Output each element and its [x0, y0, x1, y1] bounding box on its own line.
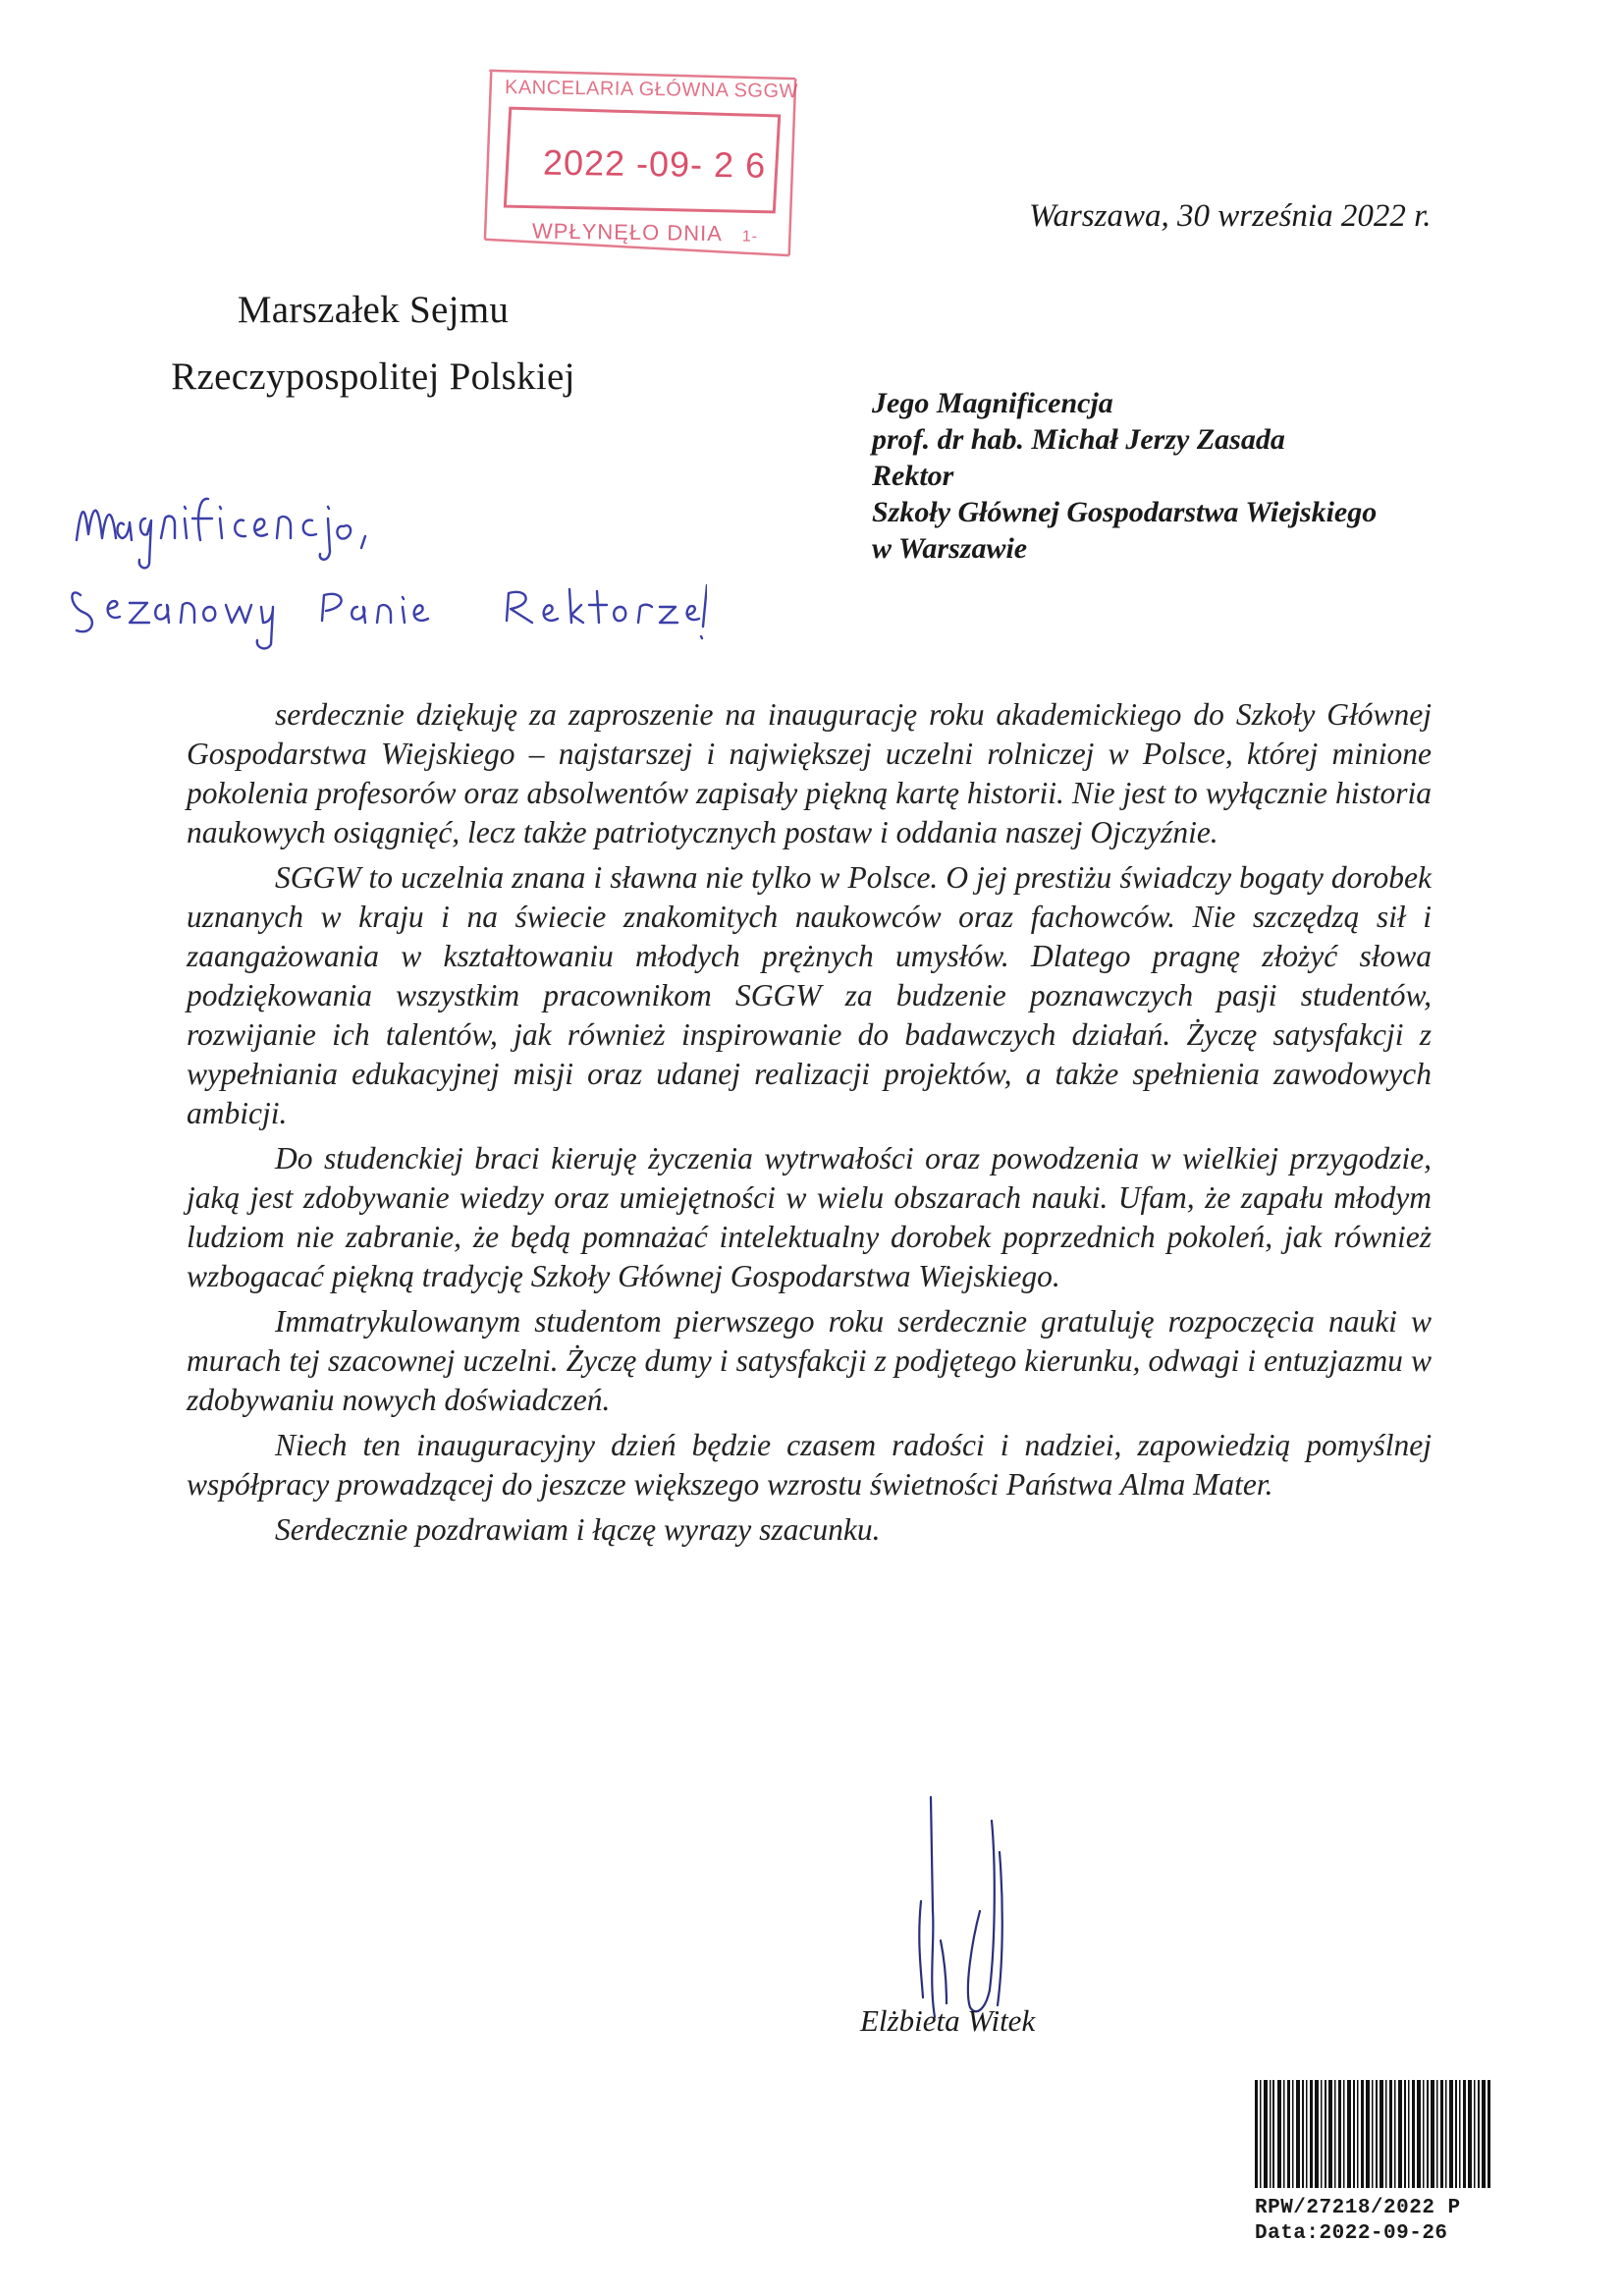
date-line: Warszawa, 30 września 2022 r.: [1029, 198, 1432, 234]
sender-line-2: Rzeczypospolitej Polskiej: [171, 355, 575, 398]
addressee-line-1: Jego Magnificencja: [872, 387, 1113, 419]
body-paragraph-3: Do studenckiej braci kieruję życzenia wytrwałości oraz powodzenia w wielkiej przygodzie, jaką jest zdobywanie wiedzy oraz umiejętności w wielu obszarach nauki. Ufam, że zapału młodym ludziom nie zabranie, że będą pomnażać intelektualny dorobek poprzednich pokoleń, jak również wzbogacać piękną tradycję Szkoły Głównej Gospodarstwa Wiejskiego.: [187, 1141, 1432, 1293]
stamp-received-text: WPŁYNĘŁO DNIA: [531, 218, 722, 246]
body-paragraph-6: Serdecznie pozdrawiam i łączę wyrazy szacunku.: [275, 1512, 881, 1547]
body-paragraph-5: Niech ten inauguracyjny dzień będzie czasem radości i nadziei, zapowiedzią pomyślnej współpracy prowadzącej do jeszcze większego wzrostu świetności Państwa Alma Mater.: [187, 1428, 1432, 1502]
body-paragraph-4: Immatrykulowanym studentom pierwszego roku serdecznie gratuluję rozpoczęcia nauki w murach tej szacownej uczelni. Życzę dumy i satysfakcji z podjętego kierunku, odwagi i entuzjazmu w zdobywaniu nowych doświadczeń.: [187, 1304, 1432, 1417]
addressee-line-3: Rektor: [872, 460, 954, 492]
barcode-caption: [1255, 2196, 1461, 2247]
stamp-suffix: 1-: [741, 228, 759, 246]
addressee-line-4: Szkoły Głównej Gospodarstwa Wiejskiego: [872, 496, 1378, 528]
signature-name: Elżbieta Witek: [860, 2003, 1036, 2038]
addressee-block: [872, 385, 1377, 567]
barcode-icon: [1255, 2080, 1490, 2188]
addressee-line-5: w Warszawie: [872, 532, 1028, 565]
body-paragraph-2: SGGW to uczelnia znana i sławna nie tylko w Polsce. O jej prestiżu świadczy bogaty dorobek uznanych w kraju i na świecie znakomitych naukowców oraz fachowców. Nie szczędzą sił i zaangażowania w kształtowaniu młodych prężnych umysłów. Dlatego pragnę złożyć słowa podziękowania wszystkim pracownikom SGGW za budzenie poznawczych pasji studentów, rozwijanie ich talentów, jak również inspirowanie do badawczych działań. Życzę satysfakcji z wypełniania edukacyjnej misji oraz udanej realizacji projektów, a także spełnienia zawodowych ambicji.: [187, 860, 1432, 1130]
addressee-line-2: prof. dr hab. Michał Jerzy Zasada: [872, 423, 1285, 456]
letter-body: [187, 695, 1432, 1556]
stamp-date: 2022 -09- 2 6: [542, 141, 767, 186]
sender-header: [118, 277, 628, 410]
sender-line-1: Marszałek Sejmu: [237, 289, 510, 331]
received-stamp: [483, 65, 800, 261]
stamp-received-label: [532, 218, 758, 246]
body-paragraph-1: serdecznie dziękuję za zaproszenie na inaugurację roku akademickiego do Szkoły Głównej Gospodarstwa Wiejskiego – najstarszej i największej uczelni rolniczej w Polsce, której minione pokolenia profesorów oraz absolwentów zapisały piękną kartę historii. Nie jest to wyłącznie historia naukowych osiągnięć, lecz także patriotycznych postaw i oddania naszej Ojczyźnie.: [187, 697, 1432, 849]
stamp-office: KANCELARIA GŁÓWNA SGGW: [504, 77, 799, 103]
barcode-ref: RPW/27218/2022 P: [1255, 2197, 1461, 2219]
handwritten-greeting: [59, 469, 707, 666]
barcode-date: Data:2022-09-26: [1255, 2222, 1448, 2245]
handwritten-signature: [901, 1793, 1039, 2029]
